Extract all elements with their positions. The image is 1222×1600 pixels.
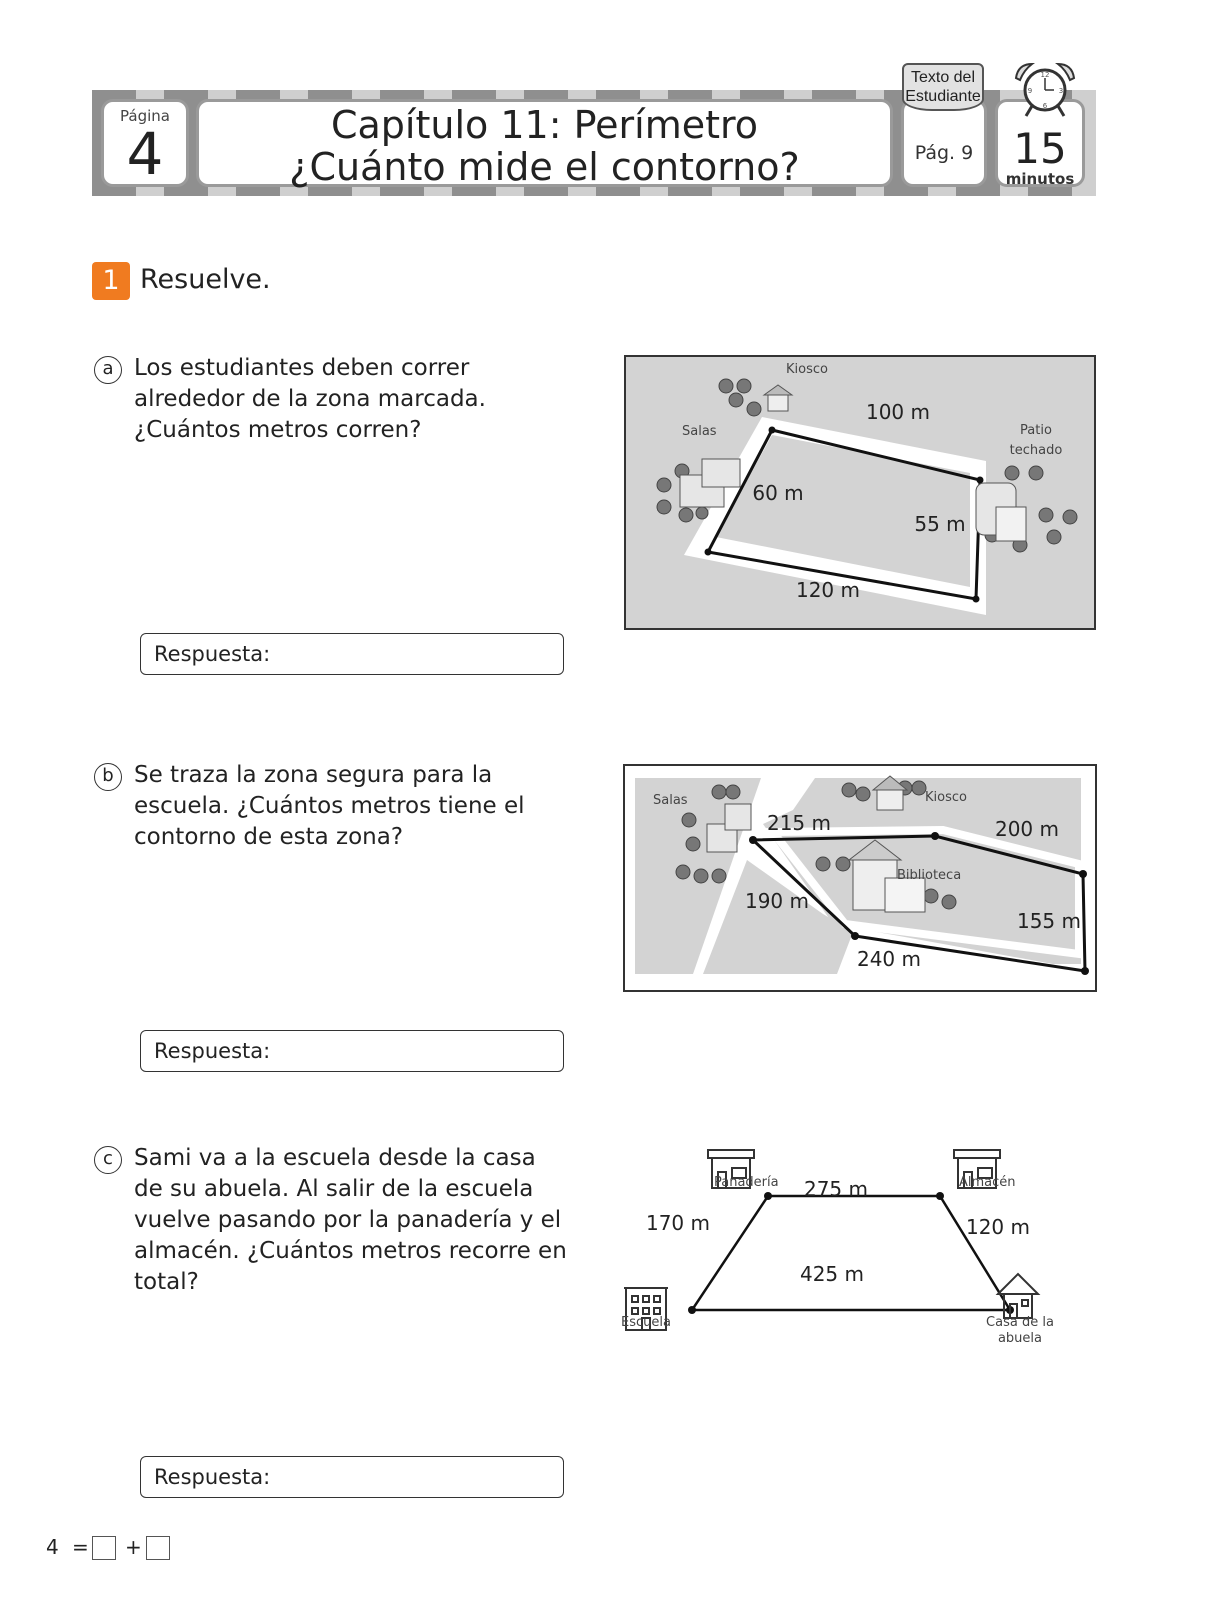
side-label: 200 m: [994, 817, 1060, 841]
question-a-figure: [624, 355, 1096, 630]
clock-number-6: 6: [1042, 102, 1048, 110]
footer-addend-box-1[interactable]: [92, 1536, 116, 1560]
side-label: 170 m: [645, 1211, 711, 1235]
clock-number-9: 9: [1027, 87, 1033, 95]
time-value: 15: [1013, 124, 1067, 173]
textbook-page: Pág. 9: [914, 142, 974, 164]
section-title: Resuelve.: [140, 264, 271, 295]
side-label: 425 m: [799, 1262, 865, 1286]
side-label: 60 m: [752, 481, 804, 505]
patio-label-line1: Patio: [1020, 423, 1052, 438]
side-label: 120 m: [795, 578, 861, 602]
side-label: 240 m: [856, 947, 922, 971]
patio-label-line2: techado: [1009, 443, 1063, 458]
textbook-label-tag: [902, 63, 984, 111]
grandma-label-line1: Casa de la: [986, 1315, 1054, 1330]
question-a-marker: a: [94, 356, 122, 384]
side-label: 155 m: [1016, 909, 1082, 933]
question-b-figure: [623, 764, 1097, 992]
page-number-box: [101, 99, 189, 187]
side-label: 100 m: [865, 400, 931, 424]
library-label: Biblioteca: [897, 868, 962, 883]
bakery-label: Panadería: [714, 1175, 779, 1190]
side-label: 120 m: [965, 1215, 1031, 1239]
textbook-reference-box: [901, 99, 987, 187]
question-c-marker: c: [94, 1146, 122, 1174]
side-label: 215 m: [766, 811, 832, 835]
title-box: [196, 99, 893, 187]
clock-number-12: 12: [1040, 71, 1050, 79]
textbook-label-line2: Estudiante: [905, 88, 981, 105]
kiosk-label: Kiosco: [786, 362, 828, 377]
question-b-marker: b: [94, 763, 122, 791]
question-c-answer-field[interactable]: Respuesta:: [140, 1456, 564, 1498]
clock-number-3: 3: [1058, 87, 1064, 95]
footer-equals: =: [72, 1535, 89, 1559]
page-label: Página: [120, 107, 170, 125]
grandma-label-line2: abuela: [997, 1331, 1043, 1346]
section-number-badge: 1: [92, 262, 130, 300]
footer-plus: +: [125, 1535, 142, 1559]
chapter-title: Capítulo 11: Perímetro: [330, 103, 759, 147]
textbook-label-line1: Texto del: [910, 69, 976, 86]
side-label: 275 m: [803, 1177, 869, 1201]
page-number: 4: [126, 120, 164, 188]
question-b-answer-field[interactable]: Respuesta:: [140, 1030, 564, 1072]
store-label: Almacén: [959, 1175, 1016, 1190]
time-unit: minutos: [1005, 170, 1075, 188]
side-label: 55 m: [914, 512, 966, 536]
question-a-answer-field[interactable]: Respuesta:: [140, 633, 564, 675]
question-b-text: Se traza la zona segura para la escuela. ¿Cuántos metros tiene el contorno de esta zona?: [134, 762, 525, 850]
kiosk-label: Kiosco: [925, 790, 967, 805]
footer-page-number: 4: [46, 1535, 59, 1559]
question-a-text: Los estudiantes deben correr alrededor de la zona marcada. ¿Cuántos metros corren?: [134, 355, 486, 443]
footer-addend-box-2[interactable]: [146, 1536, 170, 1560]
school-label: Escuela: [621, 1315, 671, 1330]
question-c-text: Sami va a la escuela desde la casa de su abuela. Al salir de la escuela vuelve pasando por la panadería y el almacén. ¿Cuántos metros recorre en total?: [134, 1145, 567, 1295]
alarm-clock-icon: [1010, 60, 1080, 122]
rooms-label: Salas: [653, 793, 688, 808]
rooms-label: Salas: [682, 424, 717, 439]
question-c-figure: [620, 1148, 1090, 1378]
house-icon: [998, 1274, 1038, 1318]
side-label: 190 m: [744, 889, 810, 913]
chapter-subtitle: ¿Cuánto mide el contorno?: [289, 145, 800, 189]
